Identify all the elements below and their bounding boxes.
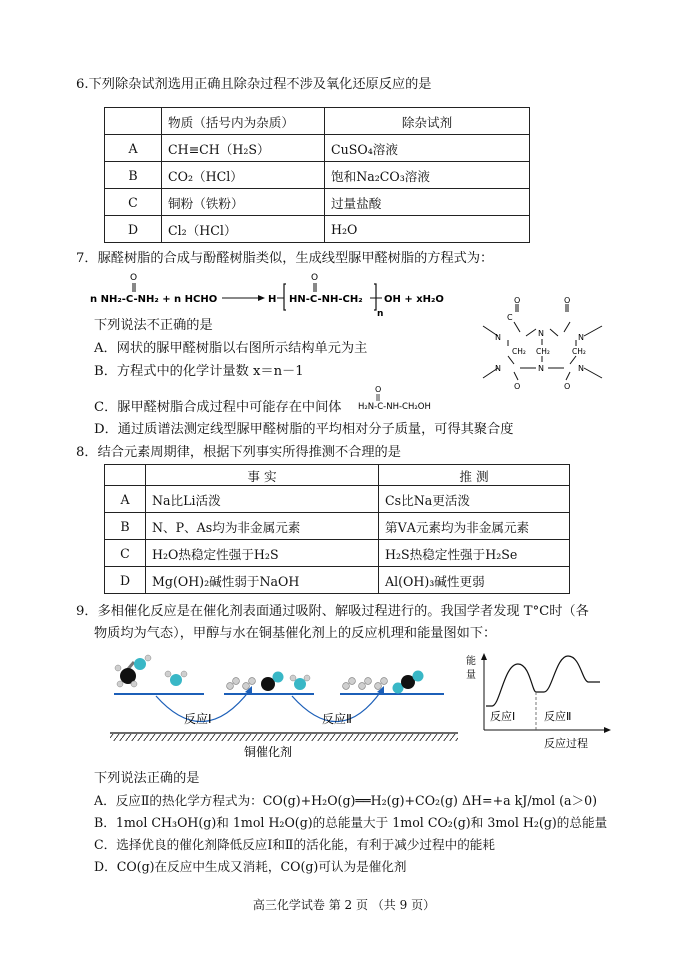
table-cell: A	[105, 486, 146, 513]
co2-molecule	[393, 671, 424, 694]
energy-r1: 反应Ⅰ	[490, 710, 516, 723]
energy-axis-1: 能	[466, 656, 476, 667]
q7-ask: 下列说法不正确的是	[94, 318, 213, 333]
table-cell: B	[105, 162, 162, 189]
inter-o: O	[375, 385, 382, 394]
q7-equation	[88, 270, 458, 322]
energy-x: 反应过程	[544, 737, 588, 750]
table-cell: C	[105, 540, 146, 567]
ring-o-1: O	[514, 296, 521, 305]
eq-right: OH + xH₂O	[384, 294, 444, 305]
mechanism-figure	[104, 650, 462, 762]
table-cell: Na比Li活泼	[146, 486, 379, 513]
table-row	[105, 486, 570, 513]
eq-left: n NH₂-C-NH₂ + n HCHO	[90, 294, 218, 305]
table-cell: B	[105, 513, 146, 540]
methanol-molecule	[115, 655, 151, 687]
q9-option-c: C．选择优良的催化剂降低反应Ⅰ和Ⅱ的活化能，有利于减少过程中的能耗	[94, 837, 495, 852]
ring-c-1: C	[507, 313, 513, 322]
table-cell: 过量盐酸	[325, 189, 530, 216]
ring-n-3: N	[578, 333, 584, 342]
table-cell: C	[105, 189, 162, 216]
ring-structure	[478, 296, 608, 392]
q9-option-d: D．CO(g)在反应中生成又消耗，CO(g)可认为是催化剂	[94, 859, 407, 874]
co-molecule	[261, 672, 284, 692]
q7-intermediate	[356, 383, 466, 417]
ring-o-4: O	[564, 382, 571, 391]
table-cell: Al(OH)₃碱性更弱	[379, 567, 570, 594]
q9-ask: 下列说法正确的是	[94, 771, 200, 786]
table-cell: N、P、As均为非金属元素	[146, 513, 379, 540]
table-cell: Mg(OH)₂碱性弱于NaOH	[146, 567, 379, 594]
table-row	[105, 162, 530, 189]
ring-n-2: N	[538, 329, 544, 338]
ring-o-3: O	[514, 382, 521, 391]
ring-n-4: N	[495, 364, 501, 373]
surface-hatch	[110, 734, 458, 741]
ring-n-6: N	[578, 364, 584, 373]
table-cell: H₂S热稳定性强于H₂Se	[379, 540, 570, 567]
table-cell	[105, 108, 162, 135]
q7-option-b: B．方程式中的化学计量数 x＝n－1	[94, 364, 304, 379]
catalyst-label: 铜催化剂	[244, 745, 293, 759]
energy-r2: 反应Ⅱ	[544, 710, 572, 723]
table-row	[105, 135, 530, 162]
q7-option-a: A．网状的脲甲醛树脂以右图所示结构单元为主	[94, 341, 368, 356]
q8-stem: 8．结合元素周期律，根据下列事实所得推测不合理的是	[76, 445, 401, 460]
table-cell: 铜粉（铁粉）	[162, 189, 325, 216]
water-molecule-2	[290, 675, 310, 690]
label-r1: 反应Ⅰ	[184, 712, 212, 726]
q7-option-d: D．通过质谱法测定线型脲甲醛树脂的平均相对分子质量，可得其聚合度	[94, 422, 514, 437]
q7-stem: 7．脲醛树脂的合成与酚醛树脂类似，生成线型脲甲醛树脂的方程式为：	[76, 251, 494, 266]
q6-table	[104, 107, 530, 243]
table-cell: 事 实	[146, 465, 379, 486]
energy-axis-2: 量	[466, 670, 476, 681]
table-cell: 除杂试剂	[325, 108, 530, 135]
table-cell: 第ⅤA元素均为非金属元素	[379, 513, 570, 540]
table-cell: Cs比Na更活泼	[379, 486, 570, 513]
inter-formula: H₂N-C-NH-CH₂OH	[358, 402, 431, 412]
table-cell: D	[105, 567, 146, 594]
q9-option-a: A．反应Ⅱ的热化学方程式为：CO(g)+H₂O(g)══H₂(g)+CO₂(g) ΔH=+a kJ/mol (a＞0)	[94, 793, 598, 808]
table-row	[105, 108, 530, 135]
table-cell: A	[105, 135, 162, 162]
table-row	[105, 567, 570, 594]
table-cell: 饱和Na₂CO₃溶液	[325, 162, 530, 189]
eq-o-1: O	[130, 273, 138, 283]
table-cell: 推 测	[379, 465, 570, 486]
ring-ch2-2: CH₂	[536, 347, 550, 356]
table-cell: Cl₂（HCl）	[162, 216, 325, 243]
energy-curve	[486, 656, 600, 706]
q9-stem-1: 9．多相催化反应是在催化剂表面通过吸附、解吸过程进行的。我国学者发现 T°C时（各	[76, 604, 589, 619]
q9-stem-2: 物质均为气态），甲醇与水在铜基催化剂上的反应机理和能量图如下：	[94, 626, 497, 641]
ring-n-1: N	[495, 333, 501, 342]
page-footer: 高三化学试卷 第 2 页 （共 9 页）	[252, 898, 436, 912]
ring-ch2-3: CH₂	[572, 347, 586, 356]
eq-unit: HN-C-NH-CH₂	[289, 294, 363, 305]
table-cell: CH≡CH（H₂S）	[162, 135, 325, 162]
table-row	[105, 216, 530, 243]
q8-table	[104, 464, 570, 594]
q6-stem: 6.下列除杂试剂选用正确且除杂过程不涉及氧化还原反应的是	[76, 77, 432, 92]
eq-h: H	[268, 294, 277, 305]
table-cell: CuSO₄溶液	[325, 135, 530, 162]
table-cell: H₂O	[325, 216, 530, 243]
eq-n: n	[377, 309, 384, 319]
h2-molecules-3	[343, 678, 388, 690]
label-r2: 反应Ⅱ	[322, 712, 352, 726]
table-row	[105, 513, 570, 540]
energy-diagram	[464, 652, 614, 752]
table-cell: H₂O热稳定性强于H₂S	[146, 540, 379, 567]
table-row	[105, 540, 570, 567]
ring-n-5: N	[538, 364, 544, 373]
ring-o-2: O	[564, 296, 571, 305]
table-row	[105, 189, 530, 216]
table-cell: 物质（括号内为杂质）	[162, 108, 325, 135]
table-cell: CO₂（HCl）	[162, 162, 325, 189]
table-cell	[105, 465, 146, 486]
water-molecule	[165, 671, 187, 686]
table-row	[105, 465, 570, 486]
q9-option-b: B．1mol CH₃OH(g)和 1mol H₂O(g)的总能量大于 1mol CO₂(g)和 3mol H₂(g)的总能量	[94, 815, 608, 830]
eq-o-2: O	[311, 273, 319, 283]
ring-ch2-1: CH₂	[512, 347, 526, 356]
table-cell: D	[105, 216, 162, 243]
q7-option-c: C．脲甲醛树脂合成过程中可能存在中间体	[94, 400, 342, 415]
